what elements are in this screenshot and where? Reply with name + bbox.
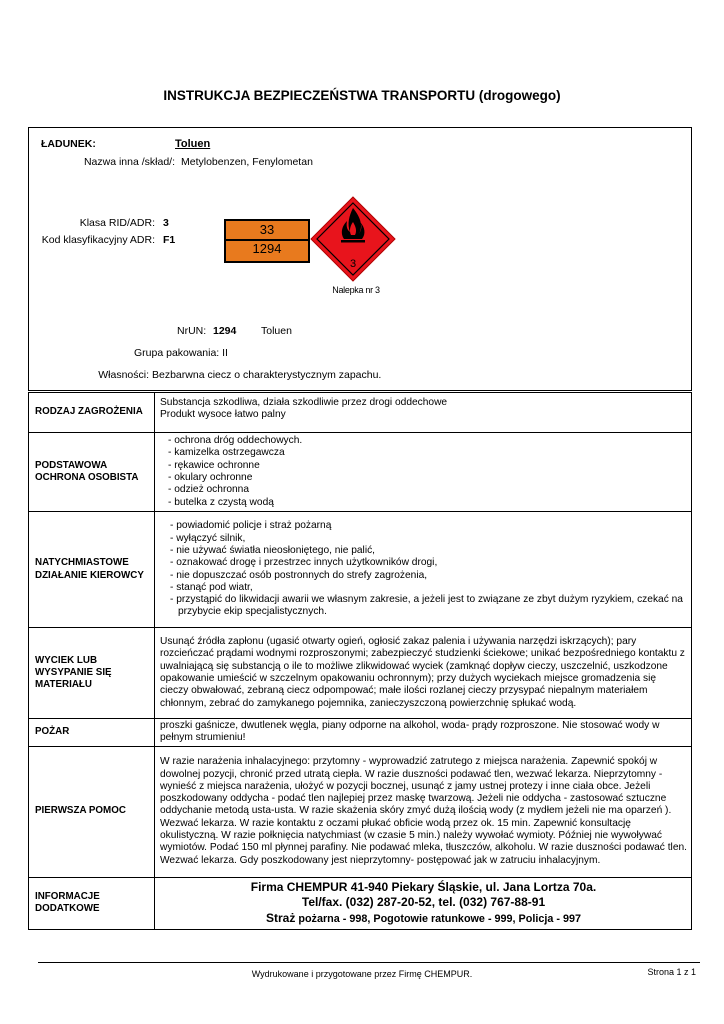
- list-item: - rękawice ochronne: [168, 460, 687, 472]
- spill-content: Usunąć źródła zapłonu (ugasić otwarty ogień, ogłosić zakaz palenia i używania narzędzi iskrzących); pary rozcieńczać prądami wodnymi rozproszonymi; zabezpieczyć studzienki ściekowe; unikać bezpośredniego kontaktu z uwalniającą się substancją o ile to możliwe zlikwidować wyciek (zamknąć dopływ cieczy, uszczelnić, uszkodzone opakowanie umieścić w szczelnym opakowaniu ochronnym); przy dużych wyciekach miejsce gromadzenia się cieczy obwałować, zebraną ciecz odpompować; małe ilości rozlanej cieczy przysypać niepalnym materiałem chłonnym, zebrać do zamykanego pojemnika, zanieczyszczoną powierzchnię spłukać wodą.: [155, 628, 692, 719]
- driver-action-list: [160, 520, 687, 618]
- other-name-label: Nazwa inna /skład/:: [83, 156, 175, 168]
- protection-label: PODSTAWOWA OCHRONA OSOBISTA: [29, 433, 155, 512]
- footer-page-number: Strona 1 z 1: [647, 967, 696, 977]
- list-item: - ochrona dróg oddechowych.: [168, 435, 687, 447]
- list-item: - wyłączyć silnik,: [170, 533, 687, 545]
- additional-info-label: INFORMACJE DODATKOWE: [29, 877, 155, 929]
- page-title: INSTRUKCJA BEZPIECZEŃSTWA TRANSPORTU (drogowego): [163, 88, 561, 103]
- list-item: - stanąć pod wiatr,: [170, 582, 687, 594]
- protection-list: [160, 435, 687, 509]
- properties-label: Własności:: [98, 369, 149, 381]
- list-item: - butelka z czystą wodą: [168, 497, 687, 509]
- emergency-numbers: [160, 910, 687, 927]
- protection-content: [155, 433, 692, 512]
- list-item: - okulary ochronne: [168, 472, 687, 484]
- un-name: Toluen: [261, 325, 292, 337]
- first-aid-label: PIERWSZA POMOC: [29, 746, 155, 877]
- spill-label: WYCIEK LUB WYSYPANIE SIĘ MATERIAŁU: [29, 628, 155, 719]
- row-hazard: [29, 393, 692, 433]
- fire-label: POŻAR: [29, 719, 155, 747]
- class-value: 3: [163, 217, 169, 229]
- un-plate-number: 1294: [252, 241, 282, 256]
- list-item: - przystąpić do likwidacji awarii we własnym zakresie, a jeżeli jest to związane ze zbyt dużym ryzykiem, czekać na przybycie ekip specjalistycznych.: [170, 594, 687, 619]
- hazard-content: [155, 393, 692, 433]
- row-fire: [29, 719, 692, 747]
- company-phone: Tel/fax. (032) 287-20-52, tel. (032) 767-88-91: [301, 894, 546, 909]
- additional-info-content: [155, 877, 692, 929]
- hazard-id-number: 33: [259, 222, 275, 237]
- hazard-line: Produkt wysoce łatwo palny: [160, 409, 286, 421]
- fire-content: proszki gaśnicze, dwutlenek węgla, piany odporne na alkohol, woda- prądy rozproszone. Nie stosować wody w pełnym strumieniu!: [155, 719, 692, 747]
- row-driver-action: [29, 512, 692, 628]
- list-item: - kamizelka ostrzegawcza: [168, 447, 687, 459]
- list-item: - oznakować drogę i przestrzec innych użytkowników drogi,: [170, 557, 687, 569]
- packing-group: Grupa pakowania: II: [134, 347, 228, 359]
- hazard-line: Substancja szkodliwa, działa szkodliwie przez drogi oddechowe: [160, 397, 448, 408]
- safety-instructions-table: [28, 392, 692, 930]
- hazard-label: RODZAJ ZAGROŻENIA: [29, 393, 155, 433]
- row-additional-info: [29, 877, 692, 929]
- list-item: - odzież ochronna: [168, 484, 687, 496]
- cargo-label: ŁADUNEK:: [41, 138, 96, 150]
- classification-code-label: Kod klasyfikacyjny ADR:: [41, 234, 155, 246]
- row-first-aid: [29, 746, 692, 877]
- first-aid-content: W razie narażenia inhalacyjnego: przytomny - wyprowadzić zatrutego z miejsca narażenia. Zapewnić spokój w dowolnej pozycji, chronić przed utratą ciepła. W razie duszności podawać tlen, wezwać lekarza. Nieprzytomny - wynieść z miejsca narażenia, ułożyć w pozycji bocznej, usunąć z jamy ustnej protezy i inne ciała obce. Jeżeli poszkodowany oddycha - podać tlen najlepiej przez maskę twarzową. Jeżeli nie oddycha - zastosować sztuczne oddychanie metodą usta-usta. W razie skażenia skóry zmyć dużą ilością wody (z mydłem jeżeli nie ma oparzeń ). Wezwać lekarza. W razie kontaktu z oczami płukać obficie wodą przez ok. 15 min. Zapewnić konsultację okulistyczną. W razie połknięcia natychmiast (w czasie 5 min.) należy wywołać wymioty. Później nie wywoływać wymiotów. Podać 150 ml płynnej parafiny. Nie podawać mleka, tłuszczów, alkoholu. W razie duszności podawać tlen. Wezwać lekarza. Gdy poszkodowany jest nieprzytomny- postępować jak w zatruciu inhalacyjnym.: [155, 746, 692, 877]
- class-label: Klasa RID/ADR:: [79, 217, 155, 229]
- driver-action-content: [155, 512, 692, 628]
- properties-value: Bezbarwna ciecz o charakterystycznym zapachu.: [152, 369, 382, 381]
- list-item: - nie dopuszczać osób postronnych do strefy zagrożenia,: [170, 570, 687, 582]
- un-value: 1294: [213, 325, 237, 337]
- classification-code-value: F1: [163, 234, 176, 246]
- diamond-class-number: 3: [349, 258, 357, 270]
- cargo-value: Toluen: [175, 138, 211, 150]
- footer-printed-by: Wydrukowane i przygotowane przez Firmę CHEMPUR.: [251, 969, 473, 979]
- orange-hazard-plate: [224, 219, 310, 263]
- list-item: - nie używać światła nieosłoniętego, nie palić,: [170, 545, 687, 557]
- company-address: Firma CHEMPUR 41-940 Piekary Śląskie, ul. Jana Lortza 70a.: [250, 879, 597, 894]
- row-spill: [29, 628, 692, 719]
- emergency-rest: pożarna - 998, Pogotowie ratunkowe - 999, Policja - 997: [298, 912, 581, 925]
- other-name-value: Metylobenzen, Fenylometan: [181, 156, 313, 168]
- driver-action-label: NATYCHMIASTOWE DZIAŁANIE KIEROWCY: [29, 512, 155, 628]
- un-label: NrUN:: [177, 325, 207, 337]
- emergency-word: Straż: [266, 910, 296, 925]
- label-caption: Nalepka nr 3: [332, 285, 380, 295]
- footer-divider: [38, 962, 700, 963]
- row-protection: [29, 433, 692, 512]
- list-item: - powiadomić policje i straż pożarną: [170, 520, 687, 532]
